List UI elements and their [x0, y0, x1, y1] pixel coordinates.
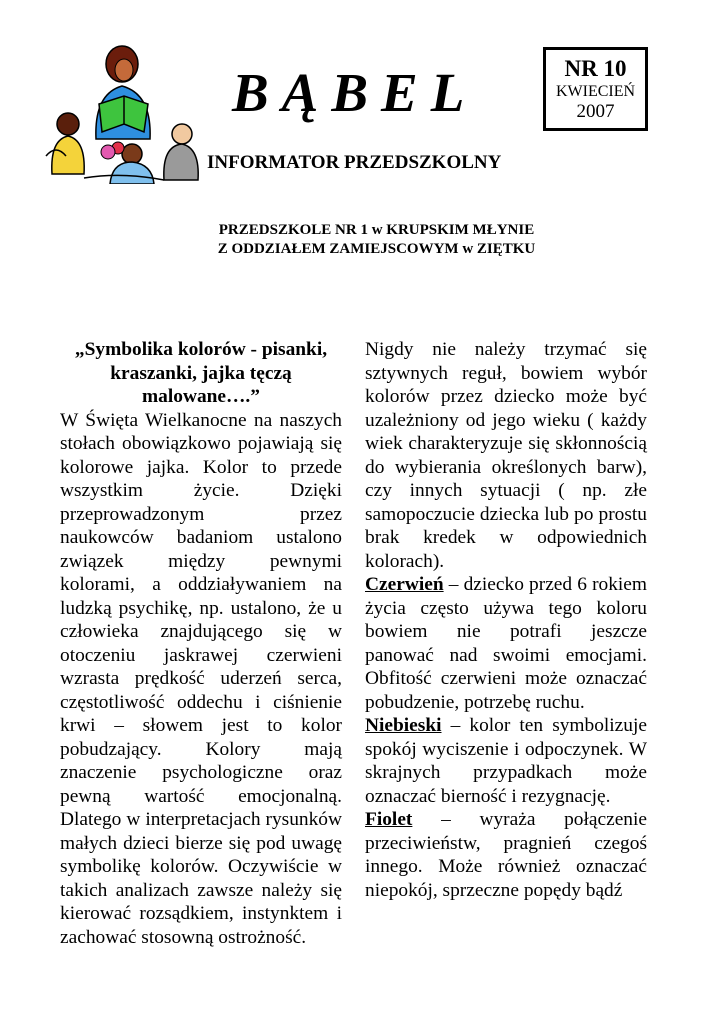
color-name: Niebieski [365, 715, 442, 736]
color-description: – kolor ten symbolizuje spokój wyciszenie i odpoczynek. W skrajnych przypadkach może oznaczać bierność i rezygnację. [365, 715, 647, 807]
newsletter-subtitle: INFORMATOR PRZEDSZKOLNY [207, 152, 502, 173]
article-left-column [60, 338, 342, 949]
issue-box [543, 47, 648, 131]
school-line-2: Z ODDZIAŁEM ZAMIEJSCOWYM w ZIĘTKU [217, 241, 536, 257]
reading-children-icon [44, 44, 202, 184]
color-name: Czerwień [365, 574, 444, 595]
masthead-title: BĄBEL [232, 62, 478, 123]
color-entry-violet [365, 808, 647, 902]
article-right-column [365, 338, 647, 902]
issue-month: KWIECIEŃ [555, 83, 636, 100]
color-entry-blue [365, 714, 647, 808]
school-name [0, 221, 723, 259]
article-left-body: W Święta Wielkanocne na naszych stołach obowiązkowo pojawiają się kolorowe jajka. Kolor to przede wszystkim życie. Dzięki przeprowadzonym przez naukowców badaniom ustalono związek między pewnymi kolorami, a oddziaływaniem na ludzką psychikę, np. ustalono, że u człowieka znajdującego się w otoczeniu jaskrawej czerwieni wzrasta prędkość uderzeń serca, częstotliwość oddechu i ciśnienie krwi – słowem jest to kolor pobudzający. Kolory mają znaczenie psychologiczne oraz pewną wartość emocjonalną. Dlatego w interpretacjach rysunków małych dzieci bierze się pod uwagę symbolikę kolorów. Oczywiście w takich analizach zawsze należy się kierować rozsądkiem, instynktem i zachować stosowną ostrożność. [60, 409, 342, 948]
color-name: Fiolet [365, 809, 413, 830]
color-entry-red [365, 573, 647, 714]
color-description: – dziecko przed 6 rokiem życia często używa tego koloru bowiem nie potrafi jeszcze panować nad swoimi emocjami. Obfitość czerwieni może oznaczać pobudzenie, potrzebę ruchu. [365, 574, 647, 713]
school-line-1: PRZEDSZKOLE NR 1 w KRUPSKIM MŁYNIE [218, 222, 535, 238]
color-description: – wyraża połączenie przeciwieństw, pragnień czegoś innego. Może również oznaczać niepokój, sprzeczne popędy bądź [365, 809, 647, 901]
issue-number: NR 10 [564, 56, 627, 81]
issue-year: 2007 [576, 101, 615, 122]
article-title: „Symbolika kolorów - pisanki, kraszanki, jajka tęczą malowane….” [74, 339, 328, 407]
article-right-intro: Nigdy nie należy trzymać się sztywnych reguł, bowiem wybór kolorów przez dziecko może być uzależniony od jego wieku ( każdy wiek charakteryzuje się skłonnością do wybierania określonych barw), czy innych sytuacji ( np. złe samopoczucie dziecka lub po prostu brak kredek w odpowiednich kolorach). [365, 339, 647, 572]
